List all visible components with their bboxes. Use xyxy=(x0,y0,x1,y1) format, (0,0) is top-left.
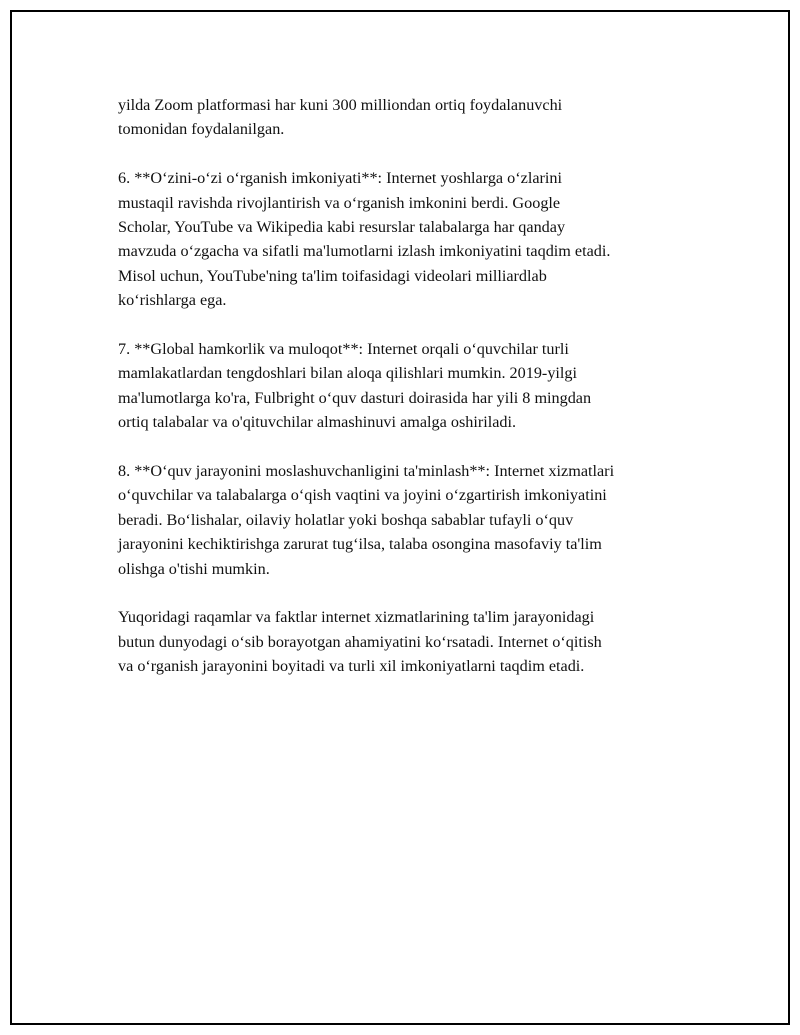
paragraph-zoom-continuation: yilda Zoom platformasi har kuni 300 milliondan ortiq foydalanuvchi tomonidan foydalanilgan. xyxy=(118,96,563,139)
paragraph-flexible-learning: 8. **O‘quv jarayonini moslashuvchanligini ta'minlash**: Internet xizmatlari o‘quvchilar va talabalarga o‘qish vaqtini va joyini o‘zgartirish imkoniyatini beradi. Bo‘lishalar, oilaviy holatlar yoki boshqa sabablar tufayli o‘quv jarayonini kechiktirishga zarurat tug‘ilsa, talaba osongina masofaviy ta'lim olishga o'tishi mumkin. xyxy=(118,462,615,578)
paragraph-global-collaboration: 7. **Global hamkorlik va muloqot**: Internet orqali o‘quvchilar turli mamlakatlardan tengdoshlari bilan aloqa qilishlari mumkin. 2019-yilgi ma'lumotlarga ko'ra, Fulbright o‘quv dasturi doirasida har yili 8 mingdan ortiq talabalar va o'qituvchilar almashinuvi amalga oshiriladi. xyxy=(118,340,592,432)
document-body xyxy=(118,93,708,703)
paragraph-self-learning: 6. **O‘zini-o‘zi o‘rganish imkoniyati**: Internet yoshlarga o‘zlarini mustaqil ravishda rivojlantirish va o‘rganish imkonini berdi. Google Scholar, YouTube va Wikipedia kabi resurslar talabalarga har qanday mavzuda o‘zgacha va sifatli ma'lumotlarni izlash imkoniyatini taqdim etadi. Misol uchun, YouTube'ning ta'lim toifasidagi videolari milliardlab ko‘rishlarga ega. xyxy=(118,169,611,310)
paragraph-conclusion: Yuqoridagi raqamlar va faktlar internet xizmatlarining ta'lim jarayonidagi butun dunyodagi o‘sib borayotgan ahamiyatini ko‘rsatadi. Internet o‘qitish va o‘rganish jarayonini boyitadi va turli xil imkoniyatlarni taqdim etadi. xyxy=(118,608,602,676)
